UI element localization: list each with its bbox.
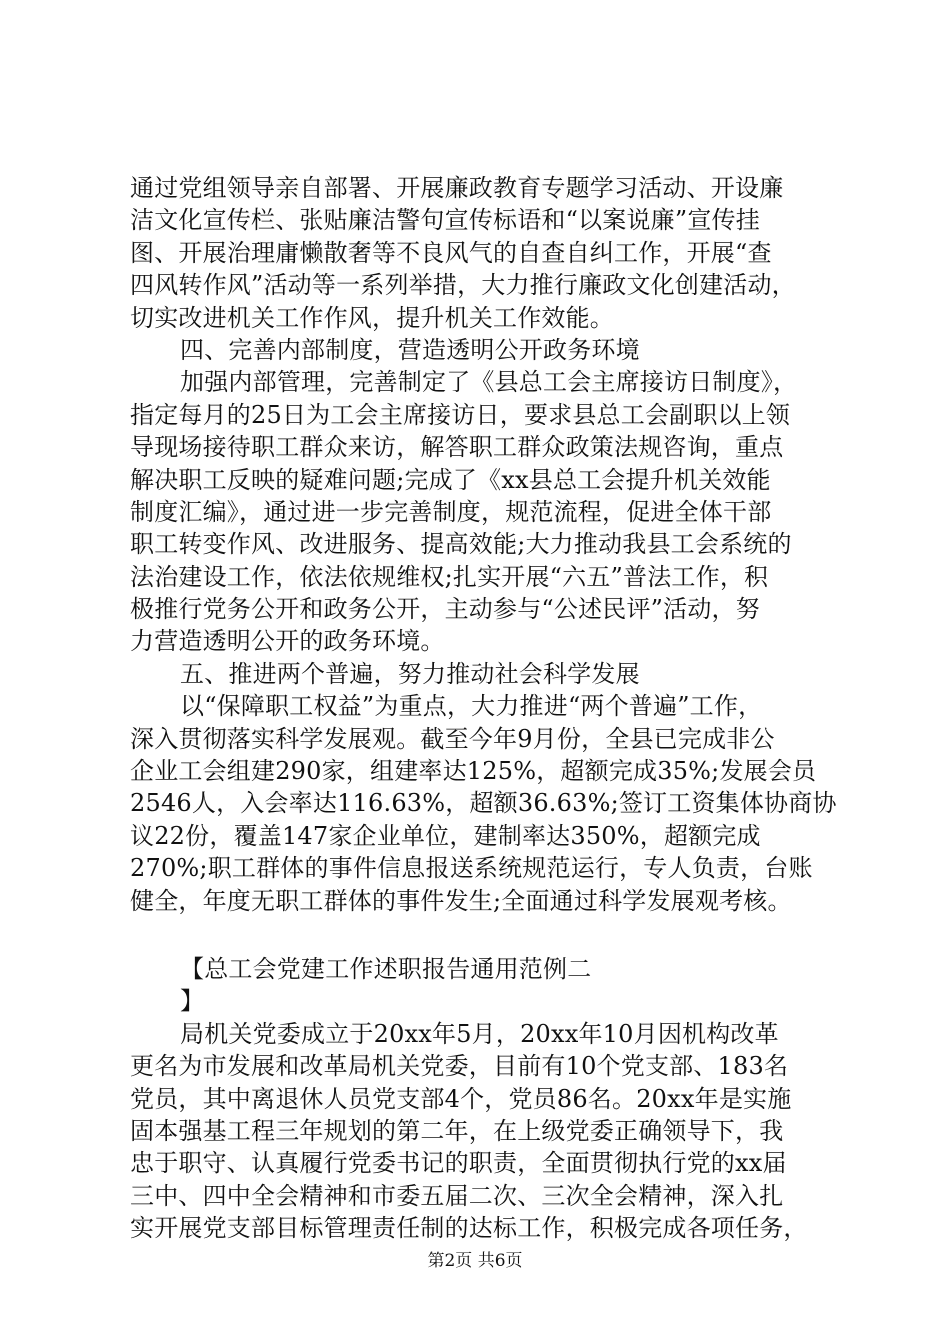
text-line: 以“保障职工权益”为重点，大力推进“两个普遍”工作， — [180, 692, 763, 721]
text-line: 解决职工反映的疑难问题;完成了《xx县总工会提升机关效能 — [130, 465, 771, 494]
text-line: 法治建设工作，依法依规维权;扎实开展“六五”普法工作，积 — [130, 562, 769, 591]
text-line: 2546人，入会率达116.63%，超额36.63%;签订工资集体协商协 — [130, 789, 837, 818]
text-line: 指定每月的25日为工会主席接访日，要求县总工会副职以上领 — [130, 400, 791, 429]
text-line: 极推行党务公开和政务公开，主动参与“公述民评”活动，努 — [130, 595, 760, 624]
text-line: 局机关党委成立于20xx年5月，20xx年10月因机构改革 — [180, 1019, 779, 1048]
page-indicator: 第2页 共6页 — [427, 1251, 523, 1271]
paragraph-gap — [130, 917, 830, 953]
text-line: 力营造透明公开的政务环境。 — [130, 627, 445, 656]
page-footer — [0, 1250, 950, 1272]
text-line: 三中、四中全会精神和市委五届二次、三次全会精神，深入扎 — [130, 1181, 784, 1210]
text-line: 制度汇编》，通过进一步完善制度，规范流程，促进全体干部 — [130, 497, 772, 526]
text-line: 党员，其中离退休人员党支部4个，党员86名。20xx年是实施 — [130, 1084, 792, 1113]
text-line: 健全，年度无职工群体的事件发生;全面通过科学发展观考核。 — [130, 886, 792, 915]
document-body — [130, 172, 837, 1245]
example-title: 【总工会党建工作述职报告通用范例二 — [180, 954, 592, 983]
text-line: 通过党组领导亲自部署、开展廉政教育专题学习活动、开设廉 — [130, 174, 784, 202]
text-line: 议22份，覆盖147家企业单位，建制率达350%，超额完成 — [130, 821, 761, 850]
text-line: 加强内部管理，完善制定了《县总工会主席接访日制度》， — [180, 368, 798, 397]
text-line: 固本强基工程三年规划的第二年，在上级党委正确领导下，我 — [130, 1116, 784, 1145]
text-line: 更名为市发展和改革局机关党委，目前有10个党支部、183名 — [130, 1052, 789, 1081]
text-line: 忠于职守、认真履行党委书记的职责，全面贯彻执行党的xx届 — [130, 1149, 787, 1178]
text-line: 洁文化宣传栏、张贴廉洁警句宣传标语和“以案说廉”宣传挂 — [130, 206, 760, 235]
text-line: 导现场接待职工群众来访，解答职工群众政策法规咨询，重点 — [130, 433, 784, 462]
text-line: 四风转作风”活动等一系列举措，大力推行廉政文化创建活动， — [130, 271, 796, 300]
text-line: 实开展党支部目标管理责任制的达标工作，积极完成各项任务， — [130, 1214, 808, 1243]
text-line: 深入贯彻落实科学发展观。截至今年9月份，全县已完成非公 — [130, 724, 775, 753]
text-line: 切实改进机关工作作风，提升机关工作效能。 — [130, 303, 614, 332]
text-line: 企业工会组建290家，组建率达125%，超额完成35%;发展会员 — [130, 757, 817, 786]
text-line: 图、开展治理庸懒散奢等不良风气的自查自纠工作，开展“查 — [130, 238, 772, 267]
text-line: 270%;职工群体的事件信息报送系统规范运行，专人负责，台账 — [130, 854, 813, 883]
example-title-close: 】 — [180, 987, 205, 1016]
section-heading: 四、完善内部制度，营造透明公开政务环境 — [180, 335, 640, 364]
text-line: 职工转变作风、改进服务、提高效能;大力推动我县工会系统的 — [130, 530, 792, 559]
section-heading: 五、推进两个普遍，努力推动社会科学发展 — [180, 659, 640, 688]
